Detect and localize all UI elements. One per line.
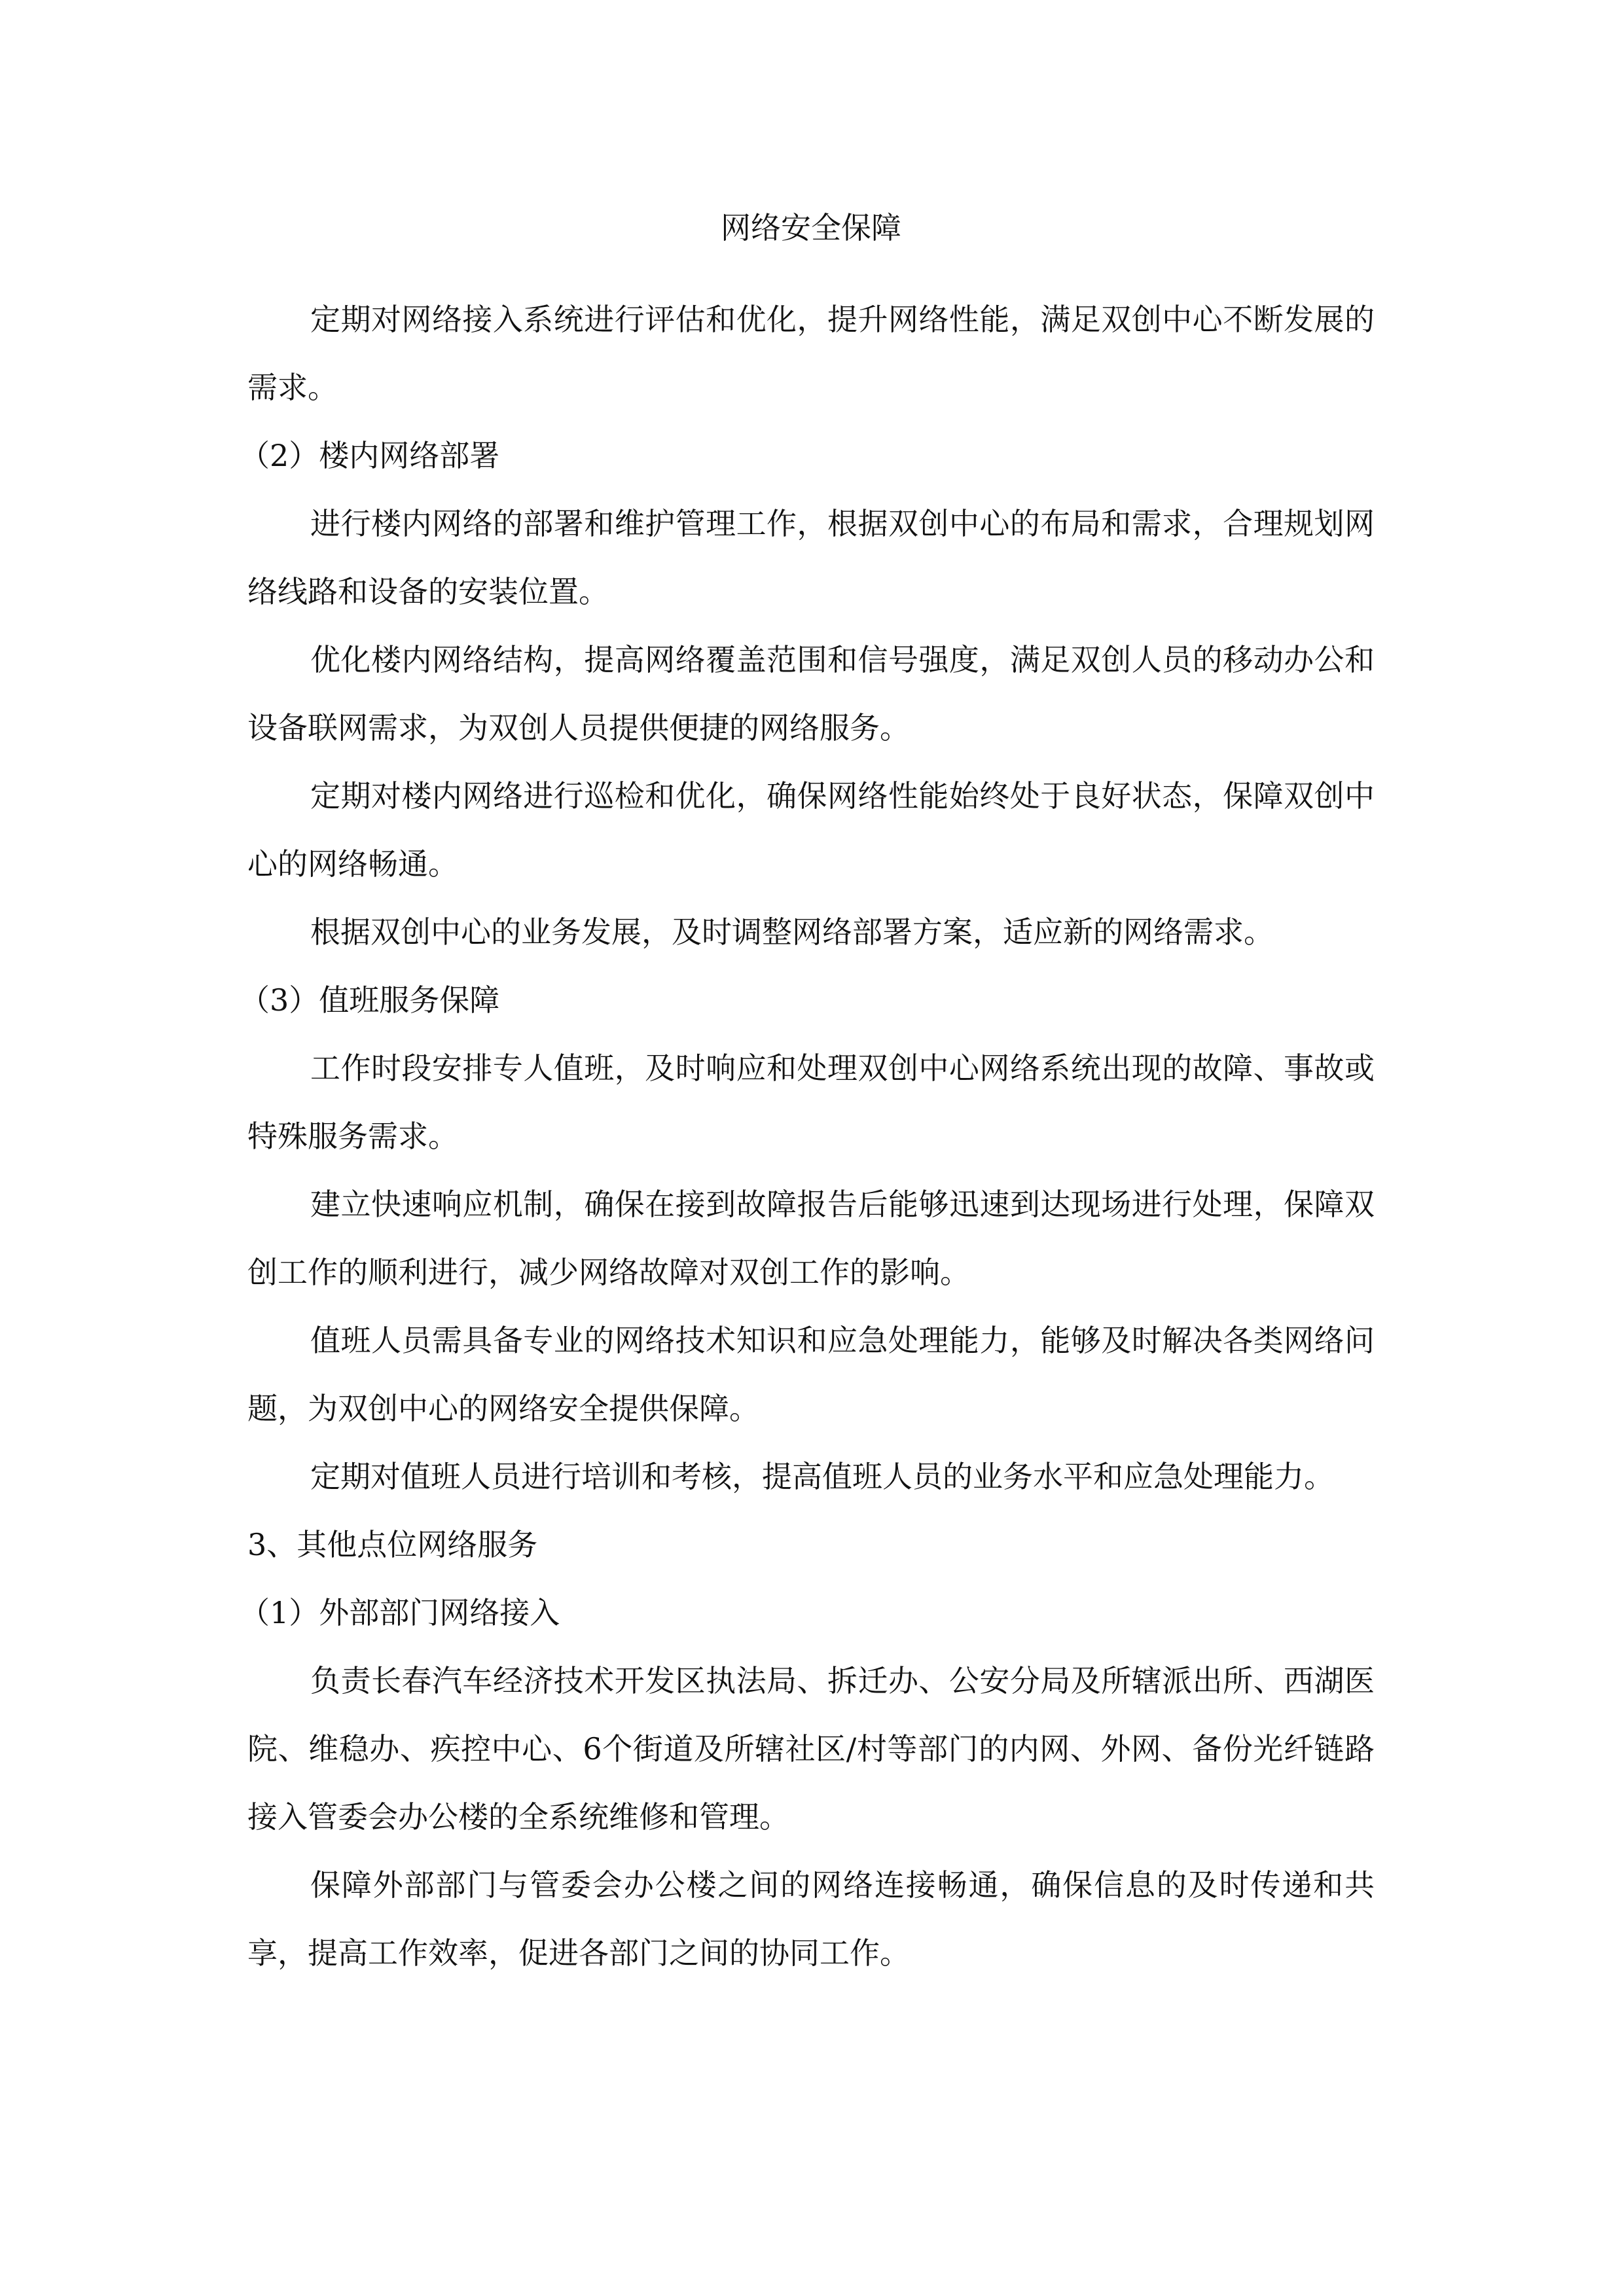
section-heading: （3）值班服务保障	[240, 982, 500, 1018]
paragraph: 优化楼内网络结构，提高网络覆盖范围和信号强度，满足双创人员的移动办公和设备联网需求，为双创人员提供便捷的网络服务。	[247, 642, 1375, 745]
paragraph: 值班人员需具备专业的网络技术知识和应急处理能力，能够及时解决各类网络问题，为双创中心的网络安全提供保障。	[247, 1323, 1375, 1426]
paragraph: 保障外部部门与管委会办公楼之间的网络连接畅通，确保信息的及时传递和共享，提高工作效率，促进各部门之间的协同工作。	[247, 1867, 1375, 1971]
paragraph: 定期对值班人员进行培训和考核，提高值班人员的业务水平和应急处理能力。	[310, 1459, 1334, 1494]
page-title: 网络安全保障	[721, 210, 901, 245]
document-body	[240, 208, 1375, 1987]
paragraph: 工作时段安排专人值班，及时响应和处理双创中心网络系统出现的故障、事故或特殊服务需求。	[247, 1050, 1375, 1154]
paragraph: 定期对网络接入系统进行评估和优化，提升网络性能，满足双创中心不断发展的需求。	[247, 302, 1375, 405]
chapter-heading: 3、其他点位网络服务	[247, 1527, 538, 1562]
paragraph: 建立快速响应机制，确保在接到故障报告后能够迅速到达现场进行处理，保障双创工作的顺利进行，减少网络故障对双创工作的影响。	[247, 1187, 1375, 1290]
paragraph: 根据双创中心的业务发展，及时调整网络部署方案，适应新的网络需求。	[310, 914, 1274, 950]
section-heading: （2）楼内网络部署	[240, 438, 500, 473]
paragraph: 定期对楼内网络进行巡检和优化，确保网络性能始终处于良好状态，保障双创中心的网络畅通。	[247, 778, 1375, 882]
section-heading: （1）外部部门网络接入	[240, 1595, 560, 1630]
paragraph: 负责长春汽车经济技术开发区执法局、拆迁办、公安分局及所辖派出所、西湖医院、维稳办、疾控中心、6个街道及所辖社区/村等部门的内网、外网、备份光纤链路接入管委会办公楼的全系统维修和管理。	[247, 1663, 1375, 1835]
paragraph: 进行楼内网络的部署和维护管理工作，根据双创中心的布局和需求，合理规划网络线路和设备的安装位置。	[247, 506, 1375, 609]
